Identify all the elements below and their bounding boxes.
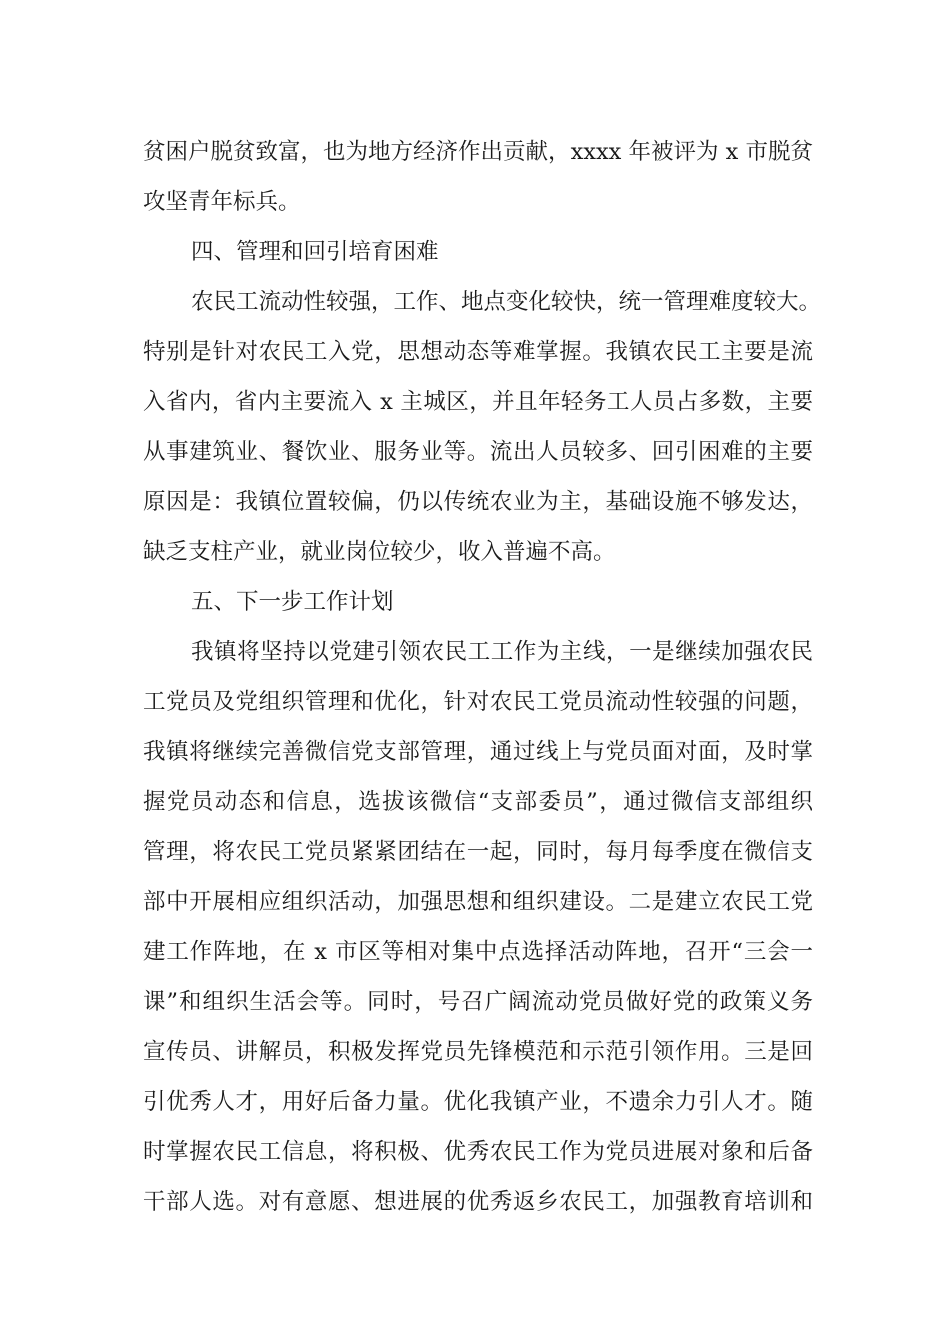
text-line: 握党员动态和信息，选拔该微信“支部委员”，通过微信支部组织 [143, 789, 813, 815]
section-heading: 四、管理和回引培育困难 [191, 239, 439, 265]
text-line: 干部人选。对有意愿、想进展的优秀返乡农民工，加强教育培训和 [143, 1189, 813, 1215]
text-line: 管理，将农民工党员紧紧团结在一起，同时，每月每季度在微信支 [143, 839, 813, 865]
text-line: 从事建筑业、餐饮业、服务业等。流出人员较多、回引困难的主要 [143, 439, 813, 465]
text-line: 我镇将继续完善微信党支部管理，通过线上与党员面对面，及时掌 [143, 739, 813, 765]
text-line: 攻坚青年标兵。 [143, 189, 301, 215]
text-line: 农民工流动性较强，工作、地点变化较快，统一管理难度较大。 [191, 289, 822, 315]
text-line: 特别是针对农民工入党，思想动态等难掌握。我镇农民工主要是流 [143, 339, 813, 365]
text-line: 宣传员、讲解员，积极发挥党员先锋模范和示范引领作用。三是回 [143, 1039, 813, 1065]
text-line: 部中开展相应组织活动，加强思想和组织建设。二是建立农民工党 [143, 889, 813, 915]
text-line: 入省内，省内主要流入 x 主城区，并且年轻务工人员占多数，主要 [143, 389, 813, 415]
text-line: 工党员及党组织管理和优化，针对农民工党员流动性较强的问题， [143, 689, 813, 715]
text-line: 原因是：我镇位置较偏，仍以传统农业为主，基础设施不够发达， [143, 489, 813, 515]
text-line: 建工作阵地，在 x 市区等相对集中点选择活动阵地，召开“三会一 [143, 939, 813, 965]
text-line: 缺乏支柱产业，就业岗位较少，收入普遍不高。 [143, 539, 616, 565]
text-line: 贫困户脱贫致富，也为地方经济作出贡献，xxxx 年被评为 x 市脱贫 [143, 139, 813, 165]
text-line: 课”和组织生活会等。同时，号召广阔流动党员做好党的政策义务 [143, 989, 813, 1015]
text-line: 时掌握农民工信息，将积极、优秀农民工作为党员进展对象和后备 [143, 1139, 813, 1165]
section-heading: 五、下一步工作计划 [191, 589, 394, 615]
text-line: 我镇将坚持以党建引领农民工工作为主线，一是继续加强农民 [191, 639, 813, 665]
text-line: 引优秀人才，用好后备力量。优化我镇产业，不遗余力引人才。随 [143, 1089, 813, 1115]
